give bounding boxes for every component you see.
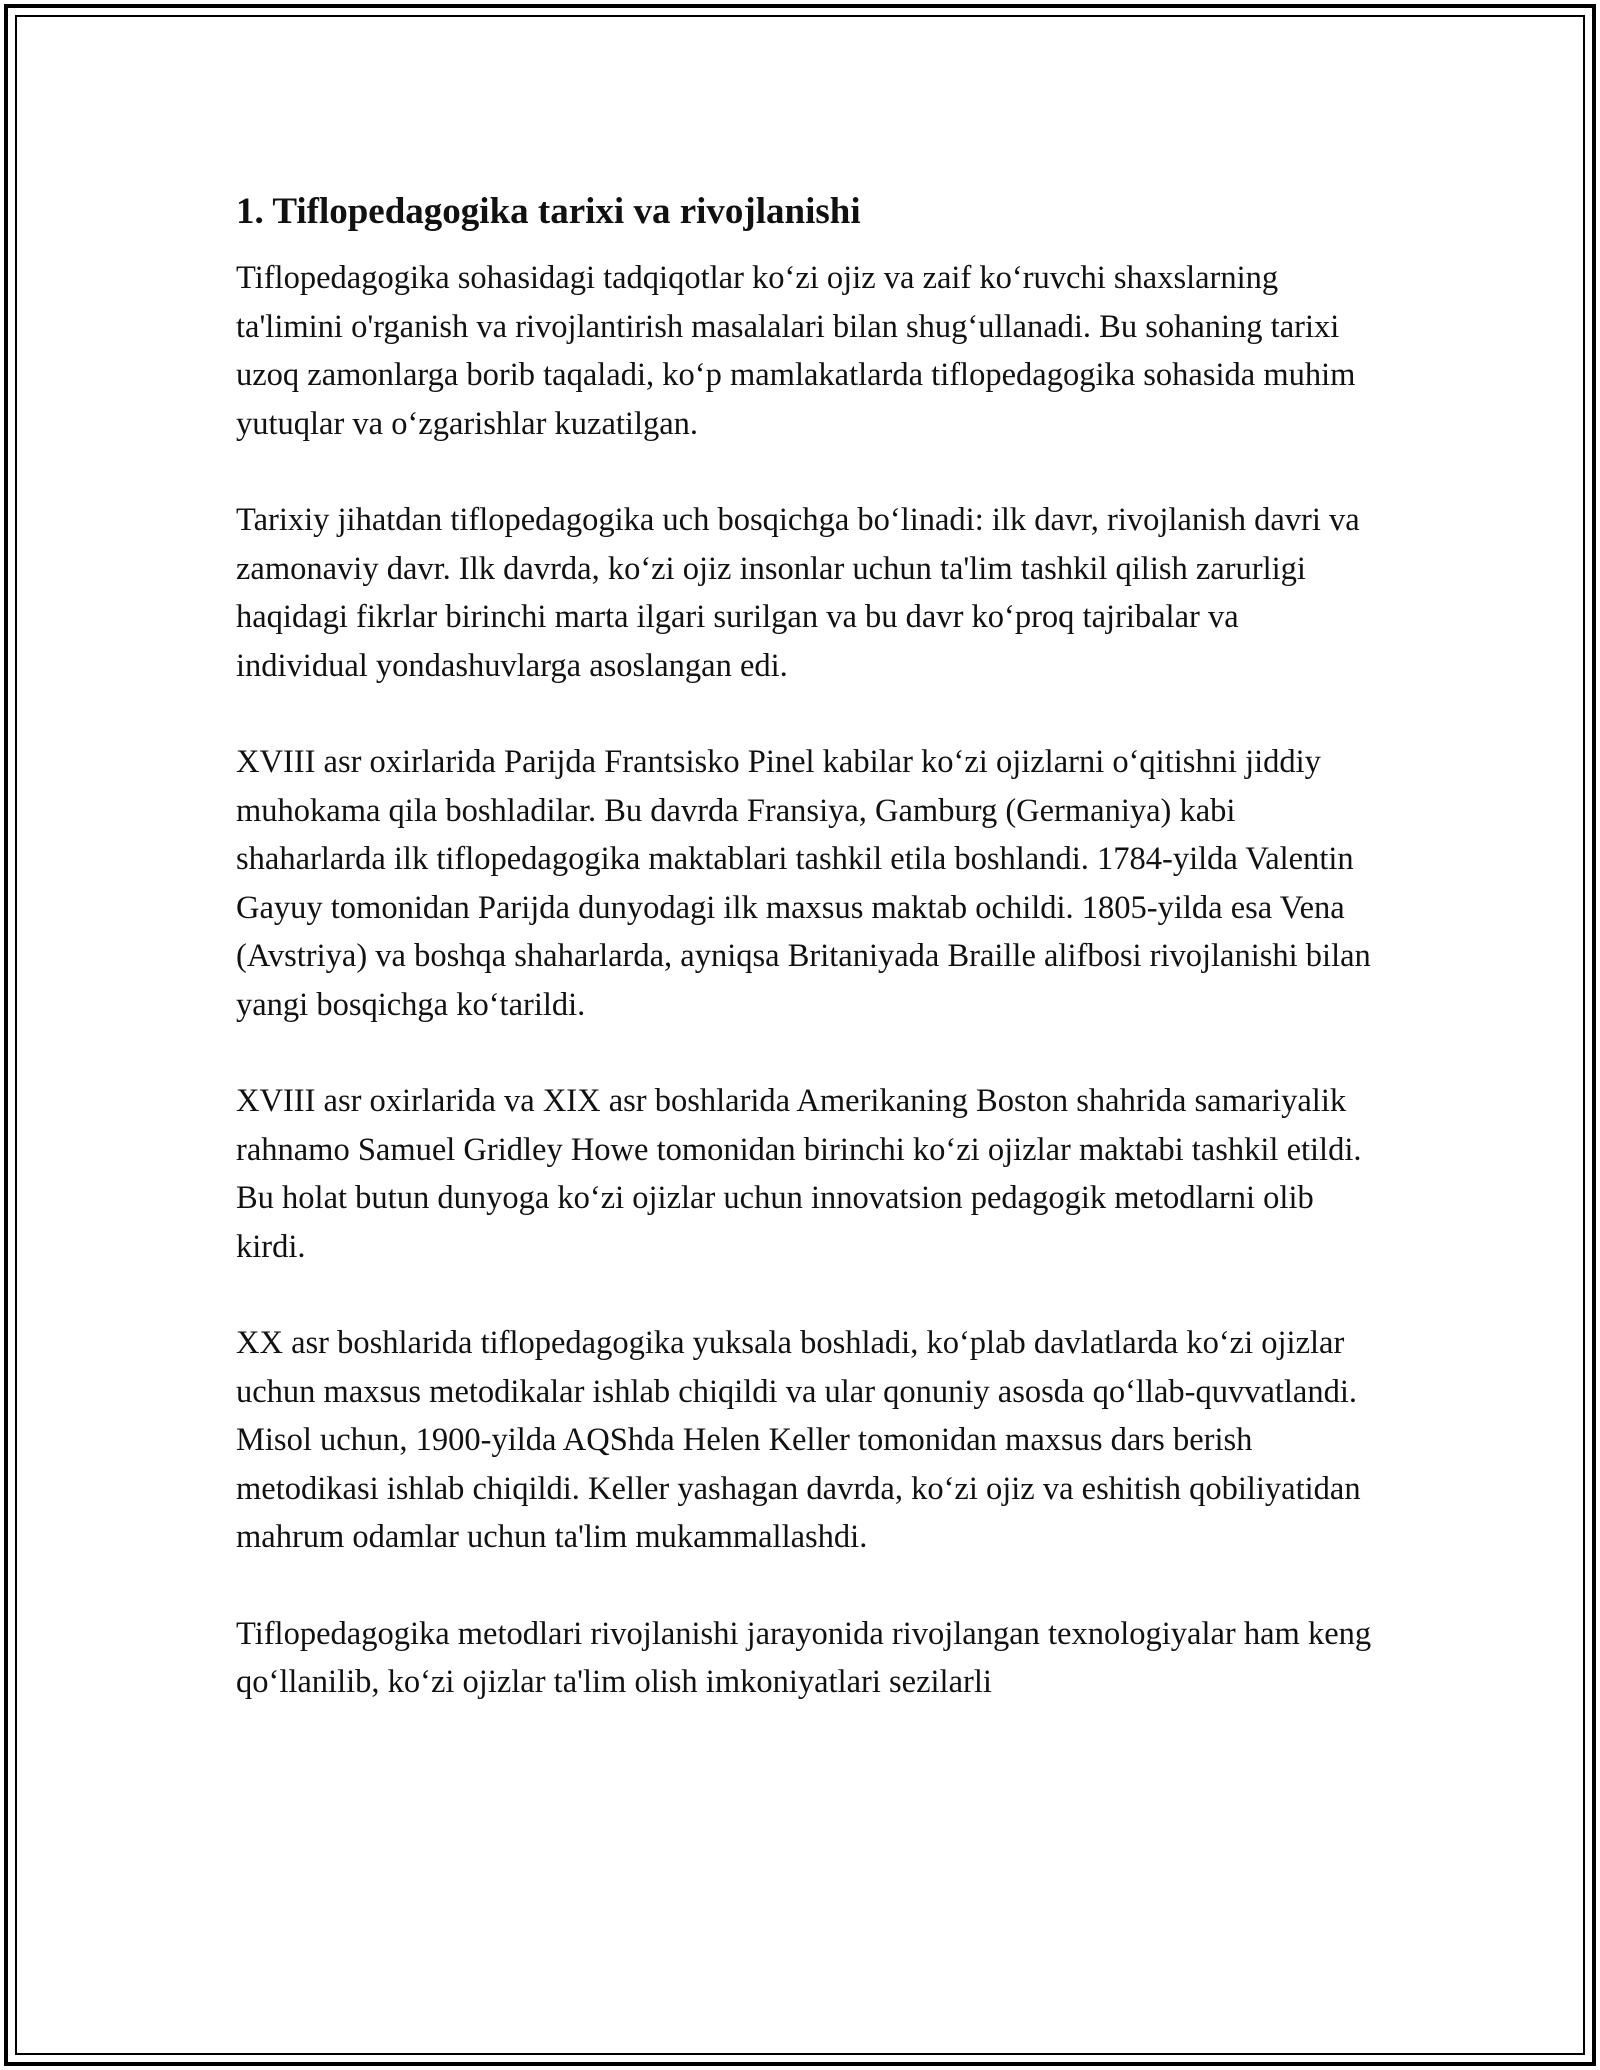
paragraph-boston-school: XVIII asr oxirlarida va XIX asr boshlarida Amerikaning Boston shahrida samariyalik rahnamo Samuel Gridley Howe tomonidan birinchi ko‘zi ojizlar maktabi tashkil etildi. Bu holat butun dunyoga ko‘zi ojizlar uchun innovatsion pedagogik metodlarni olib kirdi.	[236, 1083, 1362, 1265]
paragraph-18th-century: XVIII asr oxirlarida Parijda Frantsisko Pinel kabilar ko‘zi ojizlarni o‘qitishni jiddiy muhokama qila boshladilar. Bu davrda Fransiya, Gamburg (Germaniya) kabi shaharlarda ilk tiflopedagogika maktablari tashkil etila boshlandi. 1784-yilda Valentin Gayuy tomonidan Parijda dunyodagi ilk maxsus maktab ochildi. 1805-yilda esa Vena (Avstriya) va boshqa shaharlarda, ayniqsa Britaniyada Braille alifbosi rivojlanishi bilan yangi bosqichga ko‘tarildi.	[236, 744, 1371, 1023]
document-body	[236, 188, 1376, 1755]
paragraph-intro: Tiflopedagogika sohasidagi tadqiqotlar ko‘zi ojiz va zaif ko‘ruvchi shaxslarning ta'limini o'rganish va rivojlantirish masalalari bilan shug‘ullanadi. Bu sohaning tarixi uzoq zamonlarga borib taqaladi, ko‘p mamlakatlarda tiflopedagogika sohasida muhim yutuqlar va o‘zgarishlar kuzatilgan.	[236, 260, 1356, 442]
paragraph-historical-stages: Tarixiy jihatdan tiflopedagogika uch bosqichga bo‘linadi: ilk davr, rivojlanish davri va zamonaviy davr. Ilk davrda, ko‘zi ojiz insonlar uchun ta'lim tashkil qilish zarurligi haqidagi fikrlar birinchi marta ilgari surilgan va bu davr ko‘proq tajribalar va individual yondashuvlarga asoslangan edi.	[236, 502, 1360, 684]
paragraph-technologies: Tiflopedagogika metodlari rivojlanishi jarayonida rivojlangan texnologiyalar ham keng qo‘llanilib, ko‘zi ojizlar ta'lim olish imkoniyatlari sezilarli	[236, 1615, 1372, 1700]
section-heading: 1. Tiflopedagogika tarixi va rivojlanishi	[236, 191, 861, 232]
paragraph-20th-century: XX asr boshlarida tiflopedagogika yuksala boshladi, ko‘plab davlatlarda ko‘zi ojizlar uchun maxsus metodikalar ishlab chiqildi va ular qonuniy asosda qo‘llab-quvvatlandi. Misol uchun, 1900-yilda AQShda Helen Keller tomonidan maxsus dars berish metodikasi ishlab chiqildi. Keller yashagan davrda, ko‘zi ojiz va eshitish qobiliyatidan mahrum odamlar uchun ta'lim mukammallashdi.	[236, 1325, 1361, 1555]
